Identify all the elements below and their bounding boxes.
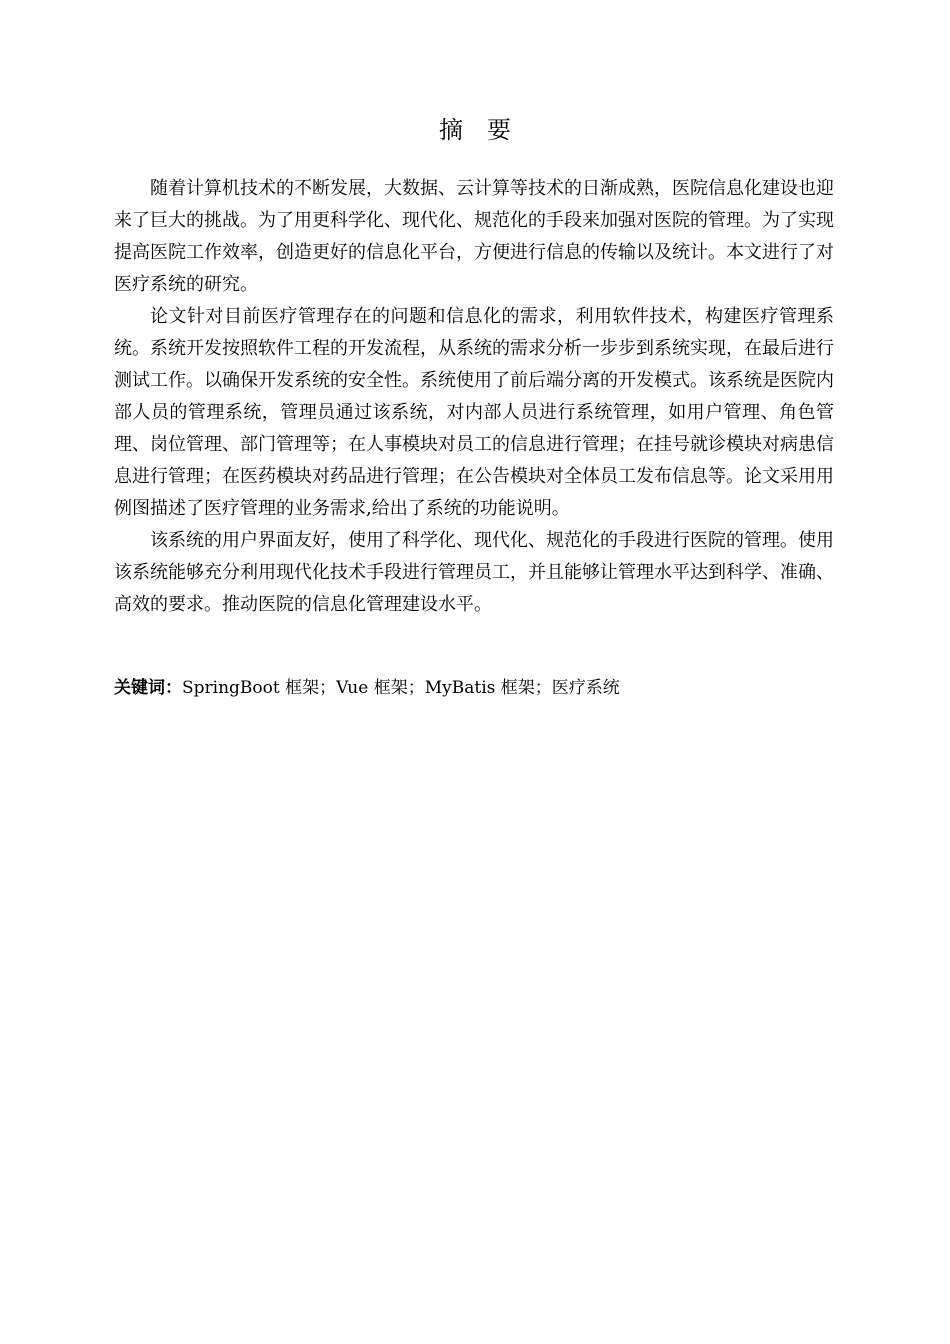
abstract-paragraph-1: 随着计算机技术的不断发展，大数据、云计算等技术的日渐成熟，医院信息化建设也迎来了巨大的挑战。为了用更科学化、现代化、规范化的手段来加强对医院的管理。为了实现提高医院工作效率，创造更好的信息化平台，方便进行信息的传输以及统计。本文进行了对医疗系统的研究。: [114, 178, 834, 295]
abstract-title-part2: 要: [487, 116, 511, 144]
keywords-line: [114, 674, 834, 702]
abstract-title-part1: 摘: [439, 116, 463, 144]
abstract-body: [114, 173, 834, 621]
abstract-paragraph-3: 该系统的用户界面友好，使用了科学化、现代化、规范化的手段进行医院的管理。使用该系统能够充分利用现代化技术手段进行管理员工，并且能够让管理水平达到科学、准确、高效的要求。推动医院的信息化管理建设水平。: [114, 530, 834, 615]
keywords-text: SpringBoot 框架；Vue 框架；MyBatis 框架；医疗系统: [182, 678, 620, 698]
keywords-label: 关键词：: [114, 678, 182, 698]
abstract-title: [0, 112, 950, 148]
abstract-paragraph-2: 论文针对目前医疗管理存在的问题和信息化的需求，利用软件技术，构建医疗管理系统。系统开发按照软件工程的开发流程，从系统的需求分析一步步到系统实现，在最后进行测试工作。以确保开发系统的安全性。系统使用了前后端分离的开发模式。该系统是医院内部人员的管理系统，管理员通过该系统，对内部人员进行系统管理，如用户管理、角色管理、岗位管理、部门管理等；在人事模块对员工的信息进行管理；在挂号就诊模块对病患信息进行管理；在医药模块对药品进行管理；在公告模块对全体员工发布信息等。论文采用用例图描述了医疗管理的业务需求,给出了系统的功能说明。: [114, 306, 834, 519]
